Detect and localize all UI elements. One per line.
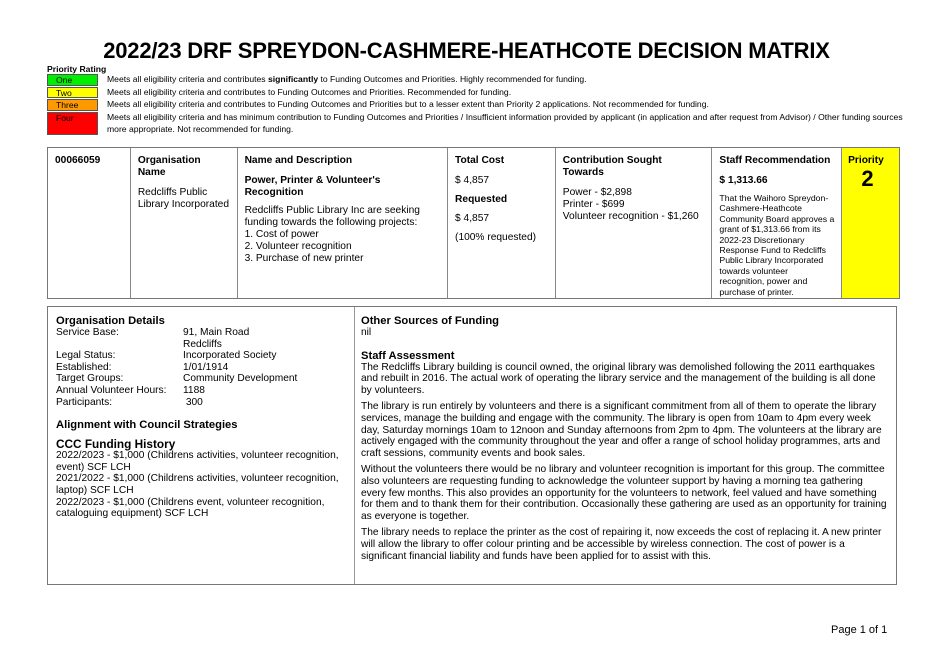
legend-desc-bold: significantly [267,74,319,84]
priority-cell [842,148,899,298]
page-number: Page 1 of 1 [831,624,888,636]
description-item: 2. Volunteer recognition [244,241,352,252]
other-funding-heading: Other Sources of Funding [361,315,499,327]
org-name: Redcliffs Public Library Incorporated [137,187,229,210]
description-item: 1. Cost of power [244,229,319,240]
funding-history-heading: CCC Funding History [56,437,176,452]
detail-value: Community Development [183,373,298,385]
detail-value: 300 [183,396,203,408]
project-title: Power, Printer & Volunteer's Recognition [244,175,381,198]
total-cost: $ 4,857 [455,175,490,186]
contribution-item: Volunteer recognition - $1,260 [562,211,699,222]
priority-header: Priority [848,155,884,166]
other-funding-value: nil [361,327,372,338]
org-details-heading: Organisation Details [56,315,165,327]
legend-desc-four: Meets all eligibility criteria and has minimum contribution to Funding Outcomes and Priorities / Insufficient information provided by applicant (in application and after request from Advisor) / Other funding sources more appropriate. Not recommended for funding. [107,112,903,134]
application-id-cell [48,148,131,298]
funding-history-item: 2021/2022 - $1,000 (Childrens activities, volunteer recognition, laptop) SCF LCH [56,473,339,496]
detail-row [56,327,346,339]
detail-label-empty [56,339,183,351]
detail-row [56,385,346,397]
assessment-paragraph: The library is run entirely by volunteers and there is a significant commitment from all of them to operate the library services, manage the building and engage with the community. The library is open from 10am to 4pm every week day, Saturday mornings 10am to 12noon and Sunday afternoons from 2pm to 4pm. The volunteers at the library are actively engaged with the community throughout the year and offer a range of school holiday programmes, arts and craft sessions, community events and book sales. [361,401,882,459]
legend-desc-post: to Funding Outcomes and Priorities. Highly recommended for funding. [318,74,587,84]
detail-row [56,397,346,409]
assessment-paragraph: Without the volunteers there would be no library and volunteer recognition is important for this group. The committee also volunteers are requesting funding to acknowledge the volunteer support by having a morning tea gathering every few months. This also provides an opportunity for the volunteers to network, feel valued and have something for them and to thank them for their contribution. Occasionally these gathering are used as an opportunity for training as everyone is together. [361,464,887,522]
detail-row [56,362,346,374]
cost-header: Total Cost [455,155,505,166]
requested-percent: (100% requested) [455,232,537,243]
swatch-one: One [47,74,98,86]
detail-row [56,373,346,385]
detail-value: Redcliffs [183,338,222,350]
legend-desc-pre: Meets all eligibility criteria and contributes [107,74,268,84]
legend-desc-three: Meets all eligibility criteria and contributes to Funding Outcomes and Priorities but to a lesser extent than Priority 2 applications. Not recommended for funding. [107,99,709,110]
contrib-header: Contribution Sought Towards [562,155,662,178]
contribution-cell [556,148,713,298]
organisation-cell [131,148,238,298]
decision-matrix-row [47,147,900,299]
requested-amount: $ 4,857 [455,213,490,224]
legend-desc-two: Meets all eligibility criteria and contributes to Funding Outcomes and Priorities. Recommended for funding. [107,86,512,97]
priority-legend [47,74,907,136]
assessment-section [355,307,896,584]
requested-label: Requested [455,194,508,205]
application-id: 00066059 [55,155,101,166]
detail-value: 91, Main Road [183,327,250,338]
contribution-item: Printer - $699 [562,199,625,210]
detail-label: Annual Volunteer Hours: [56,384,167,396]
staff-recommendation-cell [712,148,842,298]
details-panel [47,306,897,585]
swatch-three: Three [47,99,98,111]
description-intro: Redcliffs Public Library Inc are seeking funding towards the following projects: [244,205,420,228]
funding-history-item: 2022/2023 - $1,000 (Childrens activities, volunteer recognition, event) SCF LCH [56,450,339,473]
legend-desc-one [107,74,907,86]
swatch-four: Four [47,112,98,135]
detail-label: Participants: [56,396,113,408]
description-cell [238,148,448,298]
legend-row-one [47,74,907,87]
detail-label: Target Groups: [56,373,124,385]
legend-row-four [47,112,907,136]
detail-value: 1188 [183,384,205,396]
desc-header: Name and Description [244,155,353,166]
contribution-item: Power - $2,898 [562,187,632,198]
alignment-heading: Alignment with Council Strategies [56,419,238,432]
priority-value: 2 [861,166,874,191]
swatch-two: Two [47,87,98,99]
org-header: Organisation Name [137,155,201,178]
cost-cell [448,148,556,298]
detail-value: 1/01/1914 [183,361,229,373]
description-item: 3. Purchase of new printer [244,253,364,264]
funding-history-item: 2022/2023 - $1,000 (Childrens event, volunteer recognition, cataloguing equipment) SCF LCH [56,496,325,520]
assessment-paragraph: The Redcliffs Library building is council owned, the original library was demolished following the 2011 earthquakes and rebuilt in 2016. The actual work of operating the library service and the management of the building is all done by volunteers. [361,361,876,396]
detail-row [56,339,346,351]
legend-row-two [47,87,907,100]
staff-assessment-heading: Staff Assessment [361,349,455,362]
page-title: 2022/23 DRF SPREYDON-CASHMERE-HEATHCOTE DECISION MATRIX [103,38,830,63]
detail-value: Incorporated Society [183,350,277,362]
priority-rating-label: Priority Rating [47,64,107,74]
staff-header: Staff Recommendation [719,155,831,166]
staff-recommendation-text: That the Waihoro Spreydon-Cashmere-Heathcote Community Board approves a grant of $1,313.66 from its 2022-23 Discretionary Response Fund to Redcliffs Public Library Incorporated towards volunteer recognition, power and purchase of printer. [719,193,835,297]
detail-row [56,350,346,362]
staff-amount: $ 1,313.66 [719,175,768,186]
assessment-paragraph: The library needs to replace the printer as the cost of repairing it, now exceeds the cost of replacing it. A new printer will allow the library to offer colour printing and be accessible by wireless connection. The cost of power is a significant financial liability and funds have been applied for to assist with this. [361,527,882,562]
detail-label: Established: [56,361,112,373]
detail-label: Service Base: [56,327,119,338]
organisation-details-section [48,307,355,584]
detail-label: Legal Status: [56,350,116,362]
legend-row-three [47,99,907,112]
